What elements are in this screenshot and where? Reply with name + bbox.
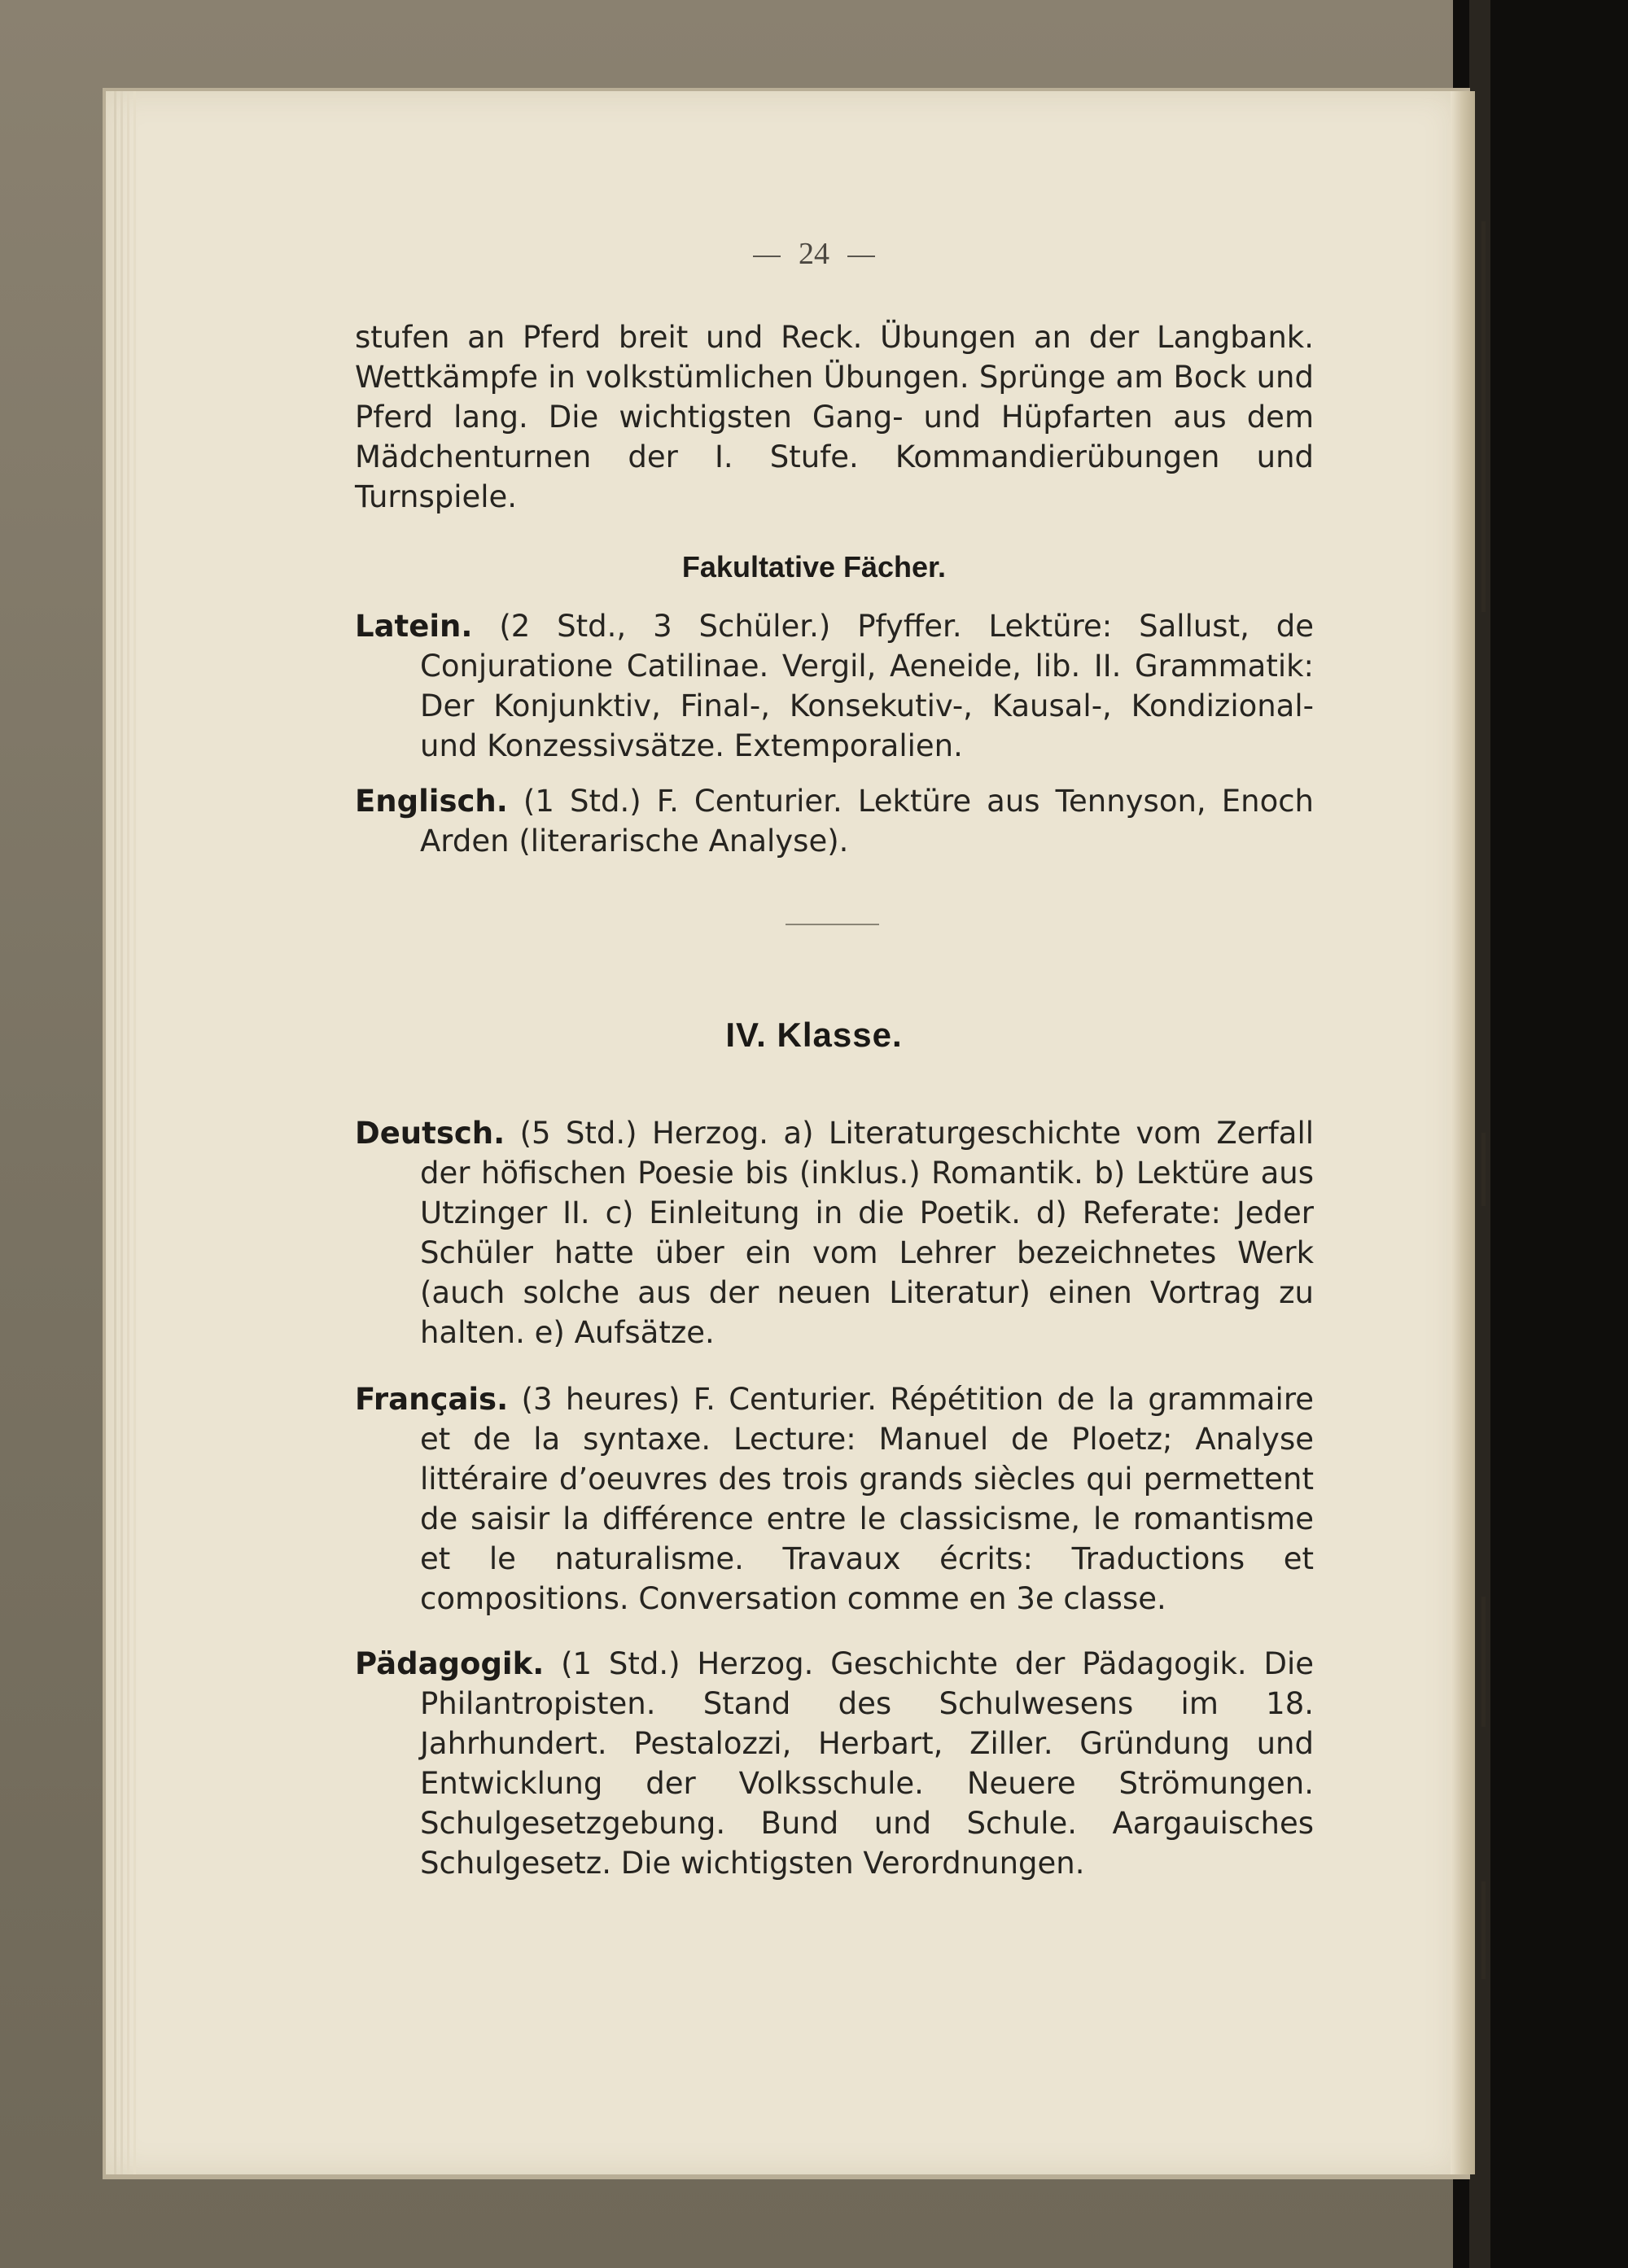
text-englisch: (1 Std.) F. Centurier. Lektüre aus Tennyson, Enoch Arden (literarische Analyse). <box>420 784 1315 859</box>
entry-deutsch <box>355 1113 1314 1352</box>
subject-englisch: Englisch. <box>355 784 508 819</box>
text-latein: (2 Std., 3 Schüler.) Pfyffer. Lektüre: Sallust, de Conjuratione Catilinae. Vergil, Aeneide, lib. II. Grammatik: Der Konjunktiv, Final-, Konsekutiv-, Kausal-, Kondizional- und Konzessivsätze. Extemporalien. <box>420 609 1314 763</box>
entry-francais <box>355 1379 1314 1619</box>
right-book-edge <box>1453 0 1628 2268</box>
subject-deutsch: Deutsch. <box>355 1116 505 1151</box>
text-deutsch: (5 Std.) Herzog. a) Literaturgeschichte vom Zerfall der höfischen Poesie bis (inklus.) Romantik. b) Lektüre aus Utzinger II. c) Einleitung in die Poetik. d) Referate: Jeder Schüler hatte über ein vom Lehrer bezeichnetes Werk (auch solche aus der neuen Literatur) einen Vortrag zu halten. e) Aufsätze. <box>420 1116 1315 1350</box>
intro-paragraph: stufen an Pferd breit und Reck. Übungen an der Langbank. Wettkämpfe in volkstümlichen Übungen. Sprünge am Bock und Pferd lang. Die wichtigsten Gang- und Hüpfarten aus dem Mädchenturnen der I. Stufe. Kommandierübungen und Turnspiele. <box>355 320 1314 514</box>
gutter-mark <box>1481 1133 1486 1206</box>
text-francais: (3 heures) F. Centurier. Répétition de la grammaire et de la syntaxe. Lecture: Manuel de Ploetz; Analyse littéraire d’oeuvres des trois grands siècles qui permettent de saisir la différence entre le classicisme, le romantisme et le naturalisme. Travaux écrits: Traductions et compositions. Conversation comme en 3e classe. <box>420 1382 1315 1616</box>
gutter-mark <box>1481 1881 1486 1979</box>
entry-latein <box>355 606 1314 766</box>
page-gutter <box>1451 91 1475 2174</box>
section-heading-klasse: IV. Klasse. <box>725 1016 903 1054</box>
text-paedagogik: (1 Std.) Herzog. Geschichte der Pädagogik. Die Philantropisten. Stand des Schulwesens im 18. Jahrhundert. Pestalozzi, Herbart, Ziller. Gründung und Entwicklung der Volksschule. Neuere Strömungen. Schulgesetzgebung. Bund und Schule. Aargauisches Schulgesetz. Die wichtigsten Verordnungen. <box>420 1646 1314 1881</box>
entry-englisch <box>355 781 1314 861</box>
subject-latein: Latein. <box>355 609 473 644</box>
page-number: 24 <box>0 236 1628 272</box>
gutter-mark <box>1481 1597 1486 1727</box>
entry-paedagogik <box>355 1644 1314 1883</box>
subject-francais: Français. <box>355 1382 509 1417</box>
section-heading-fakultative: Fakultative Fächer. <box>681 550 947 583</box>
subject-paedagogik: Pädagogik. <box>355 1646 545 1681</box>
section-divider <box>786 924 879 925</box>
